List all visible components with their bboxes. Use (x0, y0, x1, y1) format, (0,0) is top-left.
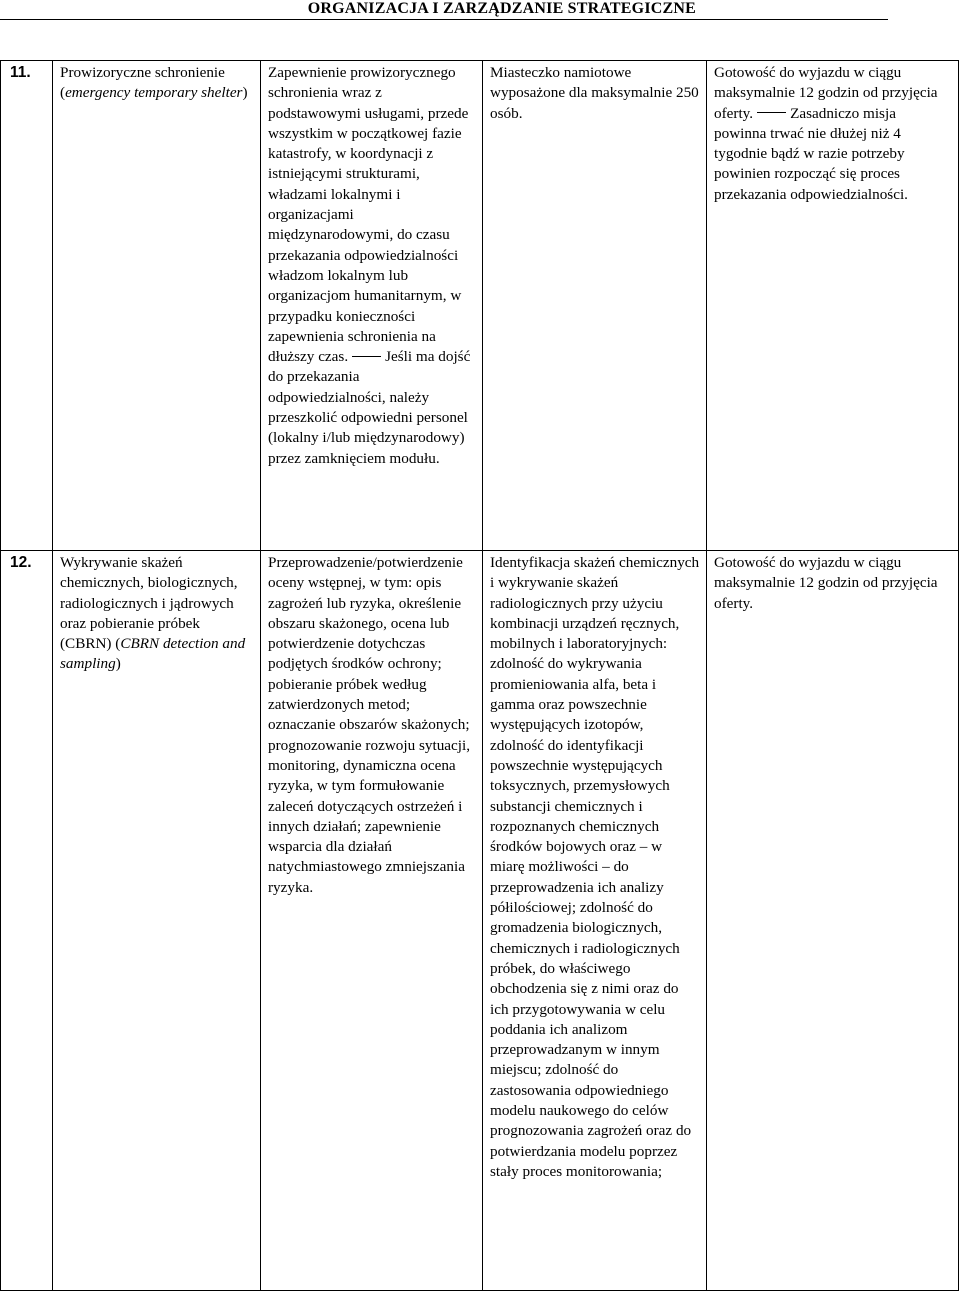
module-name-en: CBRN detection and sampling (60, 635, 246, 673)
row-number: 12. (1, 551, 53, 1291)
header-rule (0, 19, 888, 20)
module-name-pl: Wykrywanie skażeń chemicznych, biologicznych, radiologicznych i jądrowych oraz pobieranie próbek (CBRN) ( (60, 554, 238, 653)
dash-separator (757, 112, 786, 113)
row-number: 11. (1, 61, 53, 551)
module-deployment-cell (707, 61, 959, 551)
module-name-close: ) (115, 655, 121, 673)
module-name-pl: Prowizoryczne schronienie ( (60, 64, 225, 102)
table-row (1, 61, 959, 551)
module-task: Przeprowadzenie/potwierdzenie oceny wstępnej, w tym: opis zagrożeń lub ryzyka, określenie obszaru skażonego, ocena lub potwierdzenie dotychczas podjętych środków ochrony; pobieranie próbek według zatwierdzonych metod; oznaczanie obszarów skażonych; prognozowanie rozwoju sytuacji, monitoring, dynamiczna ocena ryzyka, w tym formułowanie zaleceń dotyczących ostrzeżeń i innych działań; zapewnienie wsparcia dla działań natychmiastowego zmniejszania ryzyka. (268, 554, 471, 896)
module-task-cell (261, 551, 483, 1291)
module-name-close: ) (242, 84, 248, 102)
module-name-cell (53, 61, 261, 551)
module-capacity: Miasteczko namiotowe wyposażone dla maksymalnie 250 osób. (490, 64, 699, 122)
module-capacity-cell (483, 61, 707, 551)
module-capacity-cell (483, 551, 707, 1291)
module-task-part1: Zapewnienie prowizorycznego schronienia wraz z podstawowymi usługami, przede wszystkim w początkowej fazie katastrofy, w koordynacji z istniejącymi strukturami, władzami lokalnymi i organizacjami międzynarodowymi, do czasu przekazania odpowiedzialności władzom lokalnym lub organizacjom humanitarnym, w przypadku konieczności zapewnienia schronienia na dłuższy czas. (268, 64, 469, 366)
page-header-title: ORGANIZACJA I ZARZĄDZANIE STRATEGICZNE (307, 0, 696, 17)
module-deployment-part1: Gotowość do wyjazdu w ciągu maksymalnie 12 godzin od przyjęcia oferty. (714, 64, 938, 122)
module-deployment-part2: Zasadniczo misja powinna trwać nie dłużej niż 4 tygodnie bądź w razie potrzeby powinien rozpocząć się proces przekazania odpowiedzialności. (714, 104, 908, 203)
module-name-en: emergency temporary shelter (65, 84, 243, 102)
dash-separator (352, 356, 381, 357)
module-deployment-cell (707, 551, 959, 1291)
table-row (1, 551, 959, 1291)
module-capacity: Identyfikacja skażeń chemicznych i wykrywanie skażeń radiologicznych przy użyciu kombinacji urządzeń ręcznych, mobilnych i laboratoryjnych: zdolność do wykrywania promieniowania alfa, beta i gamma oraz powszechnie występujących izotopów, zdolność do identyfikacji powszechnie występujących toksycznych, przemysłowych substancji chemicznych i rozpoznanych chemicznych środków bojowych oraz – w miarę możliwości – do przeprowadzenia ich analizy półilościowej; zdolność do gromadzenia biologicznych, chemicznych i radiologicznych próbek, do właściwego obchodzenia się z nimi oraz do ich przygotowywania w celu poddania ich analizom przeprowadzanym w innym miejscu; zdolność do zastosowania odpowiedniego modelu naukowego do celów prognozowania zagrożeń oraz do potwierdzania modelu poprzez stały proces monitorowania; (490, 554, 700, 1180)
module-name-cell (53, 551, 261, 1291)
module-task-cell (261, 61, 483, 551)
page-header (0, 0, 960, 28)
modules-table (0, 60, 959, 1291)
module-deployment: Gotowość do wyjazdu w ciągu maksymalnie 12 godzin od przyjęcia oferty. (714, 554, 938, 612)
module-task-part2: Jeśli ma dojść do przekazania odpowiedzialności, należy przeszkolić odpowiedni personel (lokalny i/lub międzynarodowy) przez zamknięciem modułu. (268, 348, 471, 467)
